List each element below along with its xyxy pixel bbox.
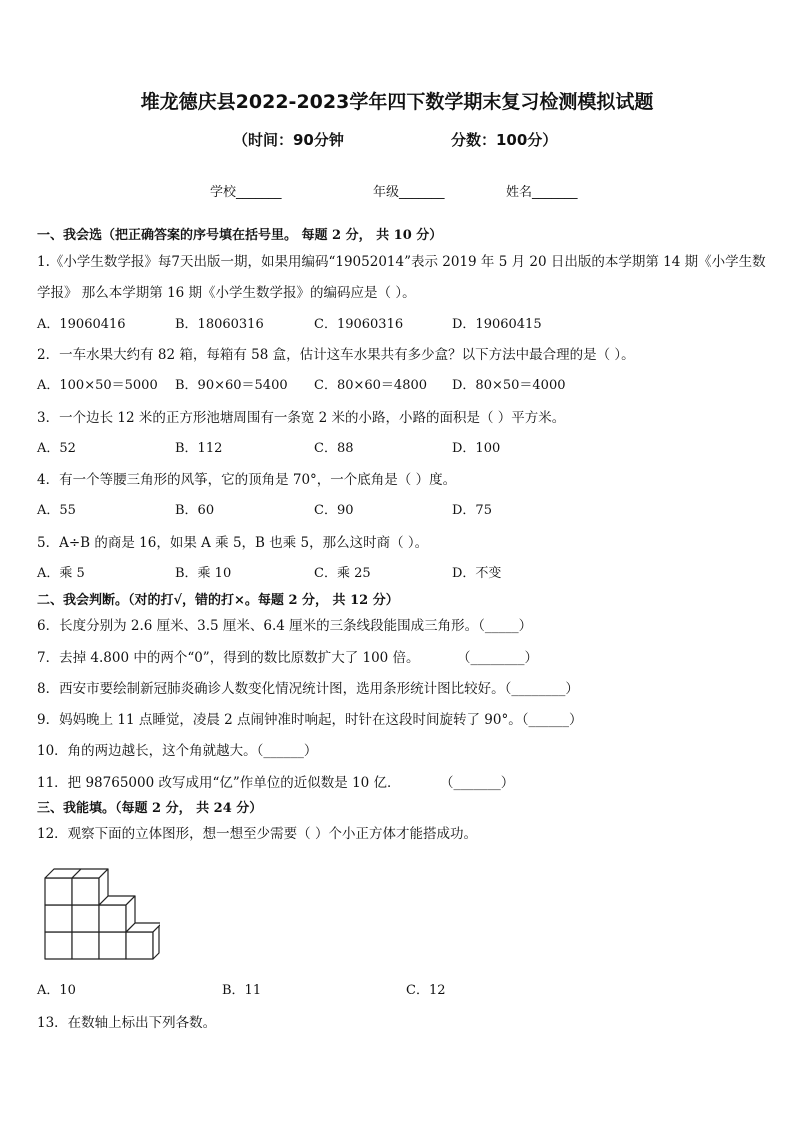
question-5: 5．A÷B 的商是 16，如果 A 乘 5，B 也乘 5，那么这时商（ ）。 [37,535,429,551]
question-11-blank: （_______） [440,775,515,791]
q1-option-d: D．19060415 [452,317,542,332]
question-10: 10．角的两边越长，这个角就越大。（______） [37,743,318,759]
q4-option-b: B．60 [175,503,215,518]
q5-option-b: B．乘 10 [175,566,232,581]
q5-option-a: A．乘 5 [37,566,85,581]
q12-option-a: A．10 [37,983,76,998]
question-13: 13．在数轴上标出下列各数。 [37,1015,217,1031]
q1-option-c: C．19060316 [314,317,404,332]
q1-option-a: A．19060416 [37,317,126,332]
question-7: 7．去掉 4.800 中的两个“0”，得到的数比原数扩大了 100 倍。 [37,650,420,666]
name-field: 姓名_______ [506,185,578,200]
q3-option-c: C．88 [314,441,354,456]
q2-option-d: D．80×50＝4000 [452,378,566,393]
q2-option-c: C．80×60＝4800 [314,378,428,393]
q12-option-b: B．11 [222,983,262,998]
question-7-blank: （________） [457,650,538,666]
school-field: 学校_______ [210,185,282,200]
exam-time: （时间：90分钟 [233,131,344,149]
q12-option-c: C．12 [406,983,446,998]
section-3-title: 三、我能填。（每题 2 分， 共 24 分） [37,801,263,816]
question-8: 8．西安市要绘制新冠肺炎确诊人数变化情况统计图，选用条形统计图比较好。（________） [37,681,579,697]
question-6: 6．长度分别为 2.6 厘米、3.5 厘米、6.4 厘米的三条线段能围成三角形。（_____） [37,618,533,634]
section-2-title: 二、我会判断。（对的打√，错的打×。每题 2 分， 共 12 分） [37,593,399,608]
q3-option-a: A．52 [37,441,76,456]
q5-option-c: C．乘 25 [314,566,371,581]
stacked-cubes-figure [40,866,160,962]
q4-option-a: A．55 [37,503,76,518]
q5-option-d: D．不变 [452,566,502,581]
q3-option-d: D．100 [452,441,501,456]
question-4: 4．有一个等腰三角形的风筝，它的顶角是 70°，一个底角是（ ）度。 [37,472,457,488]
q1-option-b: B．18060316 [175,317,264,332]
q2-option-a: A．100×50＝5000 [37,378,158,393]
q4-option-c: C．90 [314,503,354,518]
question-3: 3．一个边长 12 米的正方形池塘周围有一条宽 2 米的小路，小路的面积是（ ）平方米。 [37,410,566,426]
question-11: 11．把 98765000 改写成用“亿”作单位的近似数是 10 亿． [37,775,401,791]
exam-title: 堆龙德庆县2022-2023学年四下数学期末复习检测模拟试题 [140,91,654,113]
section-1-title: 一、我会选（把正确答案的序号填在括号里。 每题 2 分， 共 10 分） [37,228,443,243]
grade-field: 年级_______ [373,185,445,200]
question-2: 2．一车水果大约有 82 箱，每箱有 58 盒，估计这车水果共有多少盒？以下方法中最合理的是（ ）。 [37,347,635,363]
question-1-line-2: 学报》 那么本学期第 16 期《小学生数学报》的编码应是（ ）。 [37,285,416,301]
exam-score: 分数：100分） [451,131,558,149]
q3-option-b: B．112 [175,441,223,456]
question-12: 12．观察下面的立体图形，想一想至少需要（ ）个小正方体才能搭成功。 [37,826,477,842]
q4-option-d: D．75 [452,503,492,518]
q2-option-b: B．90×60＝5400 [175,378,288,393]
question-1-line-1: 1.《小学生数学报》每7天出版一期，如果用编码“19052014”表示 2019 年 5 月 20 日出版的本学期第 14 期《小学生数 [37,254,766,270]
question-9: 9．妈妈晚上 11 点睡觉，凌晨 2 点闹钟准时响起，时针在这段时间旋转了 90°。（______） [37,712,583,728]
